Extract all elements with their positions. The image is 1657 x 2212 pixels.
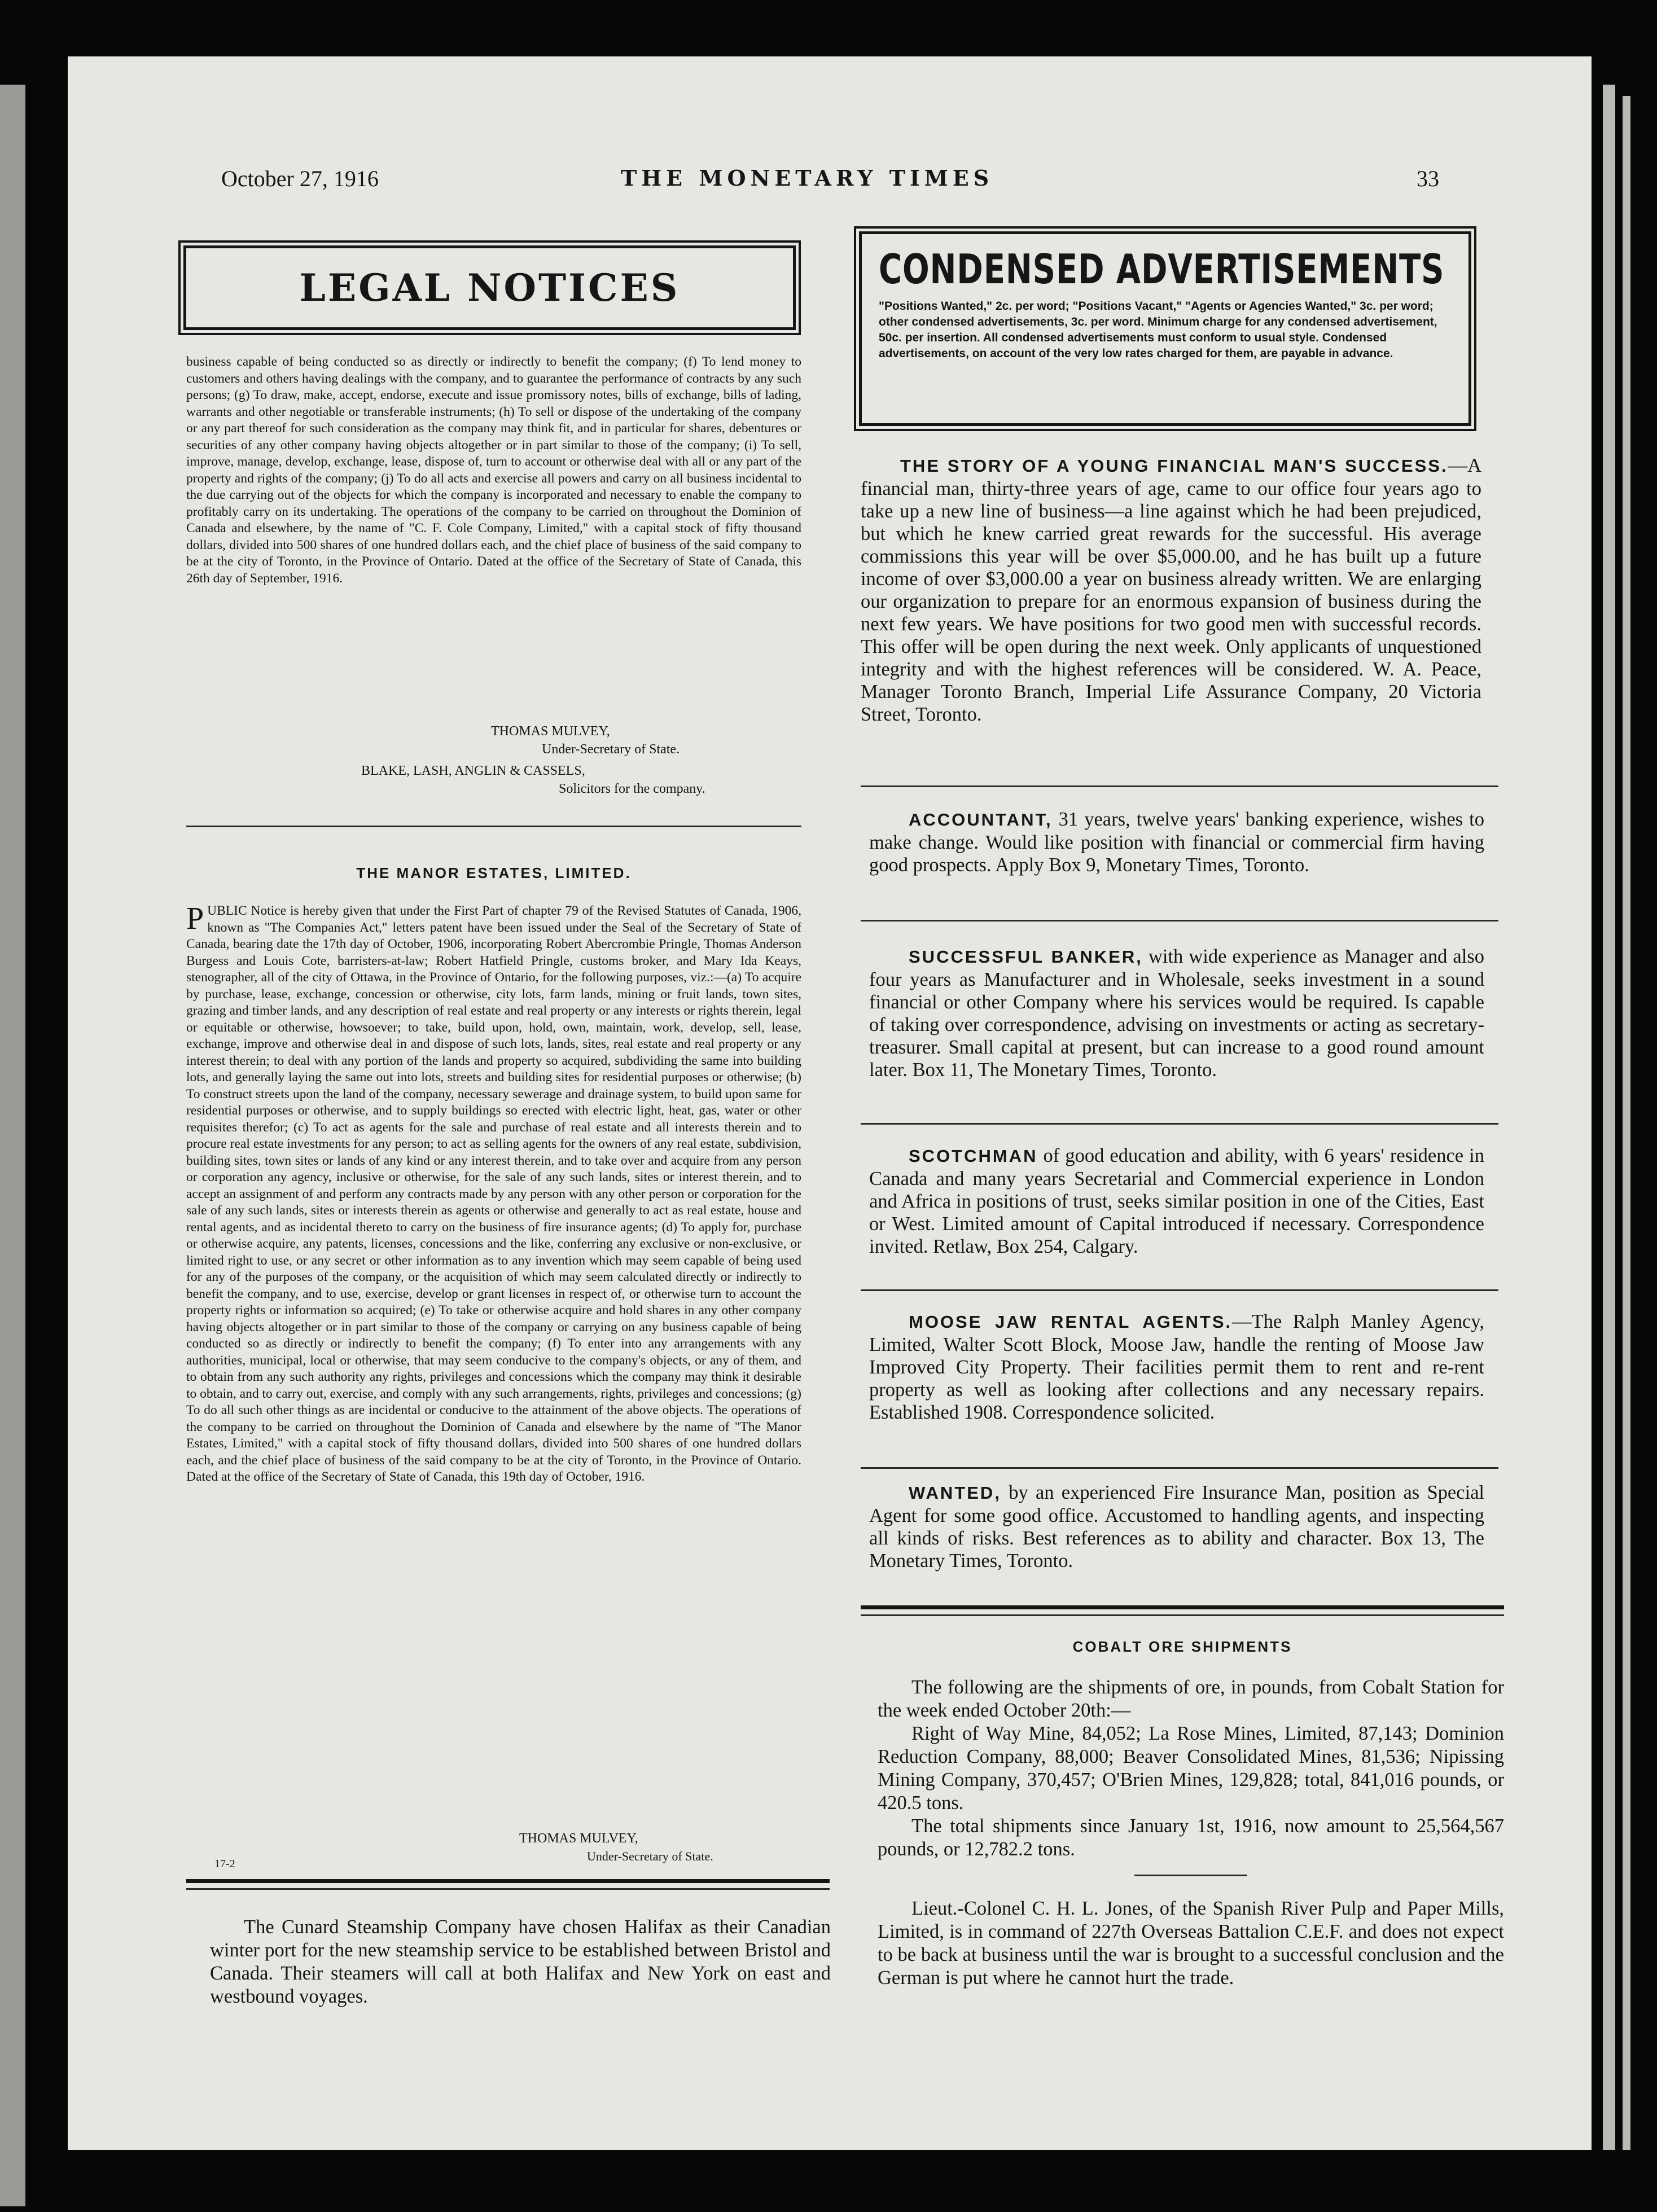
ad-keyword: THE STORY OF A YOUNG FINANCIAL MAN'S SUCCESS.	[900, 456, 1448, 476]
ad-text: —The Ralph Manley Agency, Limited, Walter Scott Block, Moose Jaw, handle the renting of Moose Jaw Improved City Property. Their facilities permit them to rent and re-rent property as well as looking after collections and any necessary repairs. Established 1908. Correspondence solicited.	[869, 1311, 1484, 1423]
ad-keyword: ACCOUNTANT,	[909, 810, 1053, 830]
manor-signature	[519, 1829, 801, 1866]
thin-divider	[186, 1888, 830, 1890]
cunard-paragraph: The Cunard Steamship Company have chosen Halifax as their Canadian winter port for the new steamship service to be established between Bristol and Canada. Their steamers will call at both Halifax and New York on east and westbound voyages.	[210, 1916, 831, 2007]
cobalt-total: The total shipments since January 1st, 1916, now amount to 25,564,567 pounds, or 12,782.2 tons.	[878, 1815, 1504, 1860]
solicitor-title: Solicitors for the company.	[559, 782, 705, 796]
notice-code: 17-2	[214, 1858, 235, 1870]
ad-text: of good education and ability, with 6 years' residence in Canada and many years Secretarial and Commercial experience in London and Africa in positions of trust, seeks similar position in one of the Cities, East or West. Limited amount of Capital introduced if necessary. Correspondence invited. Retlaw, Box 254, Calgary.	[869, 1145, 1484, 1257]
ad-text: with wide experience as Manager and also four years as Manufacturer and in Wholesale, seeks investment in a sound financial or other Company where his services would be required. Is capable of taking over correspondence, advising on investments or acting as secretary-treasurer. Small capital at present, but can increase to a good round amount later. Box 11, The Monetary Times, Toronto.	[869, 946, 1485, 1081]
condensed-ads-banner	[859, 231, 1471, 426]
header-title: THE MONETARY TIMES	[621, 165, 994, 191]
manor-estates-heading: THE MANOR ESTATES, LIMITED.	[356, 864, 632, 881]
short-divider	[1134, 1875, 1247, 1876]
ad-scotchman	[869, 1144, 1484, 1258]
heavy-divider	[186, 1879, 830, 1883]
ad-moose-jaw	[869, 1310, 1484, 1424]
page-edge-strip	[0, 85, 25, 2206]
header-date: October 27, 1916	[221, 166, 379, 191]
section-divider	[186, 826, 801, 827]
legal-notices-banner	[183, 245, 796, 330]
ad-young-financial-man	[861, 454, 1481, 726]
cole-signature	[491, 722, 801, 758]
cobalt-intro: The following are the shipments of ore, in pounds, from Cobalt Station for the week ended October 20th:—	[878, 1676, 1504, 1721]
cobalt-shipments: Right of Way Mine, 84,052; La Rose Mines, Limited, 87,143; Dominion Reduction Company, 88,000; Beaver Consolidated Mines, 81,536; Nipissing Mining Company, 370,457; O'Brien Mines, 129,828; total, 841,016 pounds, or 420.5 tons.	[878, 1723, 1504, 1814]
ad-keyword: SCOTCHMAN	[909, 1146, 1038, 1166]
thin-divider	[861, 1614, 1504, 1616]
cole-company-notice: business capable of being conducted so as directly or indirectly to benefit the company; (f) To lend money to customers and others having dealings with the company, and to guarantee the performance of contracts by any such persons; (g) To draw, make, accept, endorse, execute and issue promissory notes, bills of exchange, bills of lading, warrants and other negotiable or transferable instruments; (h) To sell or dispose of the undertaking of the company or any part thereof for such consideration as the company may think fit, and in particular for shares, debentures or securities of any other company having objects altogether or in part similar to those of the company; (i) To sell, improve, manage, develop, exchange, lease, dispose of, turn to account or otherwise deal with all or any part of the property and rights of the company; (j) To do all acts and exercise all powers and carry on all business incidental to the due carrying out of the objects for which the company is incorporated and necessary to enable the company to profitably carry on its undertaking. The operations of the company to be carried on throughout the Dominion of Canada and elsewhere, by the name of "C. F. Cole Company, Limited," with a capital stock of fifty thousand dollars, divided into 500 shares of one hundred dollars each, and the chief place of business of the said company to be at the city of Toronto, in the Province of Ontario. Dated at the office of the Secretary of State of Canada, this 26th day of September, 1916.	[186, 354, 801, 586]
ad-successful-banker	[869, 945, 1484, 1081]
signature-name: THOMAS MULVEY,	[491, 724, 610, 739]
solicitor-signature	[361, 762, 801, 798]
ad-keyword: SUCCESSFUL BANKER,	[909, 947, 1143, 967]
solicitor-name: BLAKE, LASH, ANGLIN & CASSELS,	[361, 763, 585, 778]
ad-wanted	[869, 1481, 1484, 1572]
page-edge-strip	[1603, 85, 1615, 2150]
manor-signature-name: THOMAS MULVEY,	[519, 1831, 638, 1846]
cobalt-heading: COBALT ORE SHIPMENTS	[1072, 1638, 1292, 1655]
ad-keyword: MOOSE JAW RENTAL AGENTS.	[909, 1312, 1233, 1332]
ad-text: by an experienced Fire Insurance Man, position as Special Agent for some good office. Accustomed to handling agents, and inspecting all kinds of risks. Best references as to ability and character. Box 13, The Monetary Times, Toronto.	[869, 1482, 1484, 1572]
ad-divider	[861, 1467, 1498, 1469]
header-page-number: 33	[1417, 166, 1439, 191]
signature-title: Under-Secretary of State.	[542, 742, 680, 757]
ad-text: —A financial man, thirty-three years of age, came to our office four years ago to take up a new line of business—a line against which he had been prejudiced, but which he knew carried great rewards for the successful. His average commissions this year will be over $5,000.00, and he has built up a future income of over $3,000.00 a year on business already written. We are enlarging our organization to prepare for an enormous expansion of business during the next few years. We have positions for two good men with successful records. This offer will be open during the next week. Only applicants of unquestioned integrity and with the highest references will be considered. W. A. Peace, Manager Toronto Branch, Imperial Life Assurance Company, 20 Victoria Street, Toronto.	[861, 455, 1481, 725]
manor-signature-title: Under-Secretary of State.	[587, 1849, 713, 1863]
page-edge-strip	[1623, 96, 1630, 2150]
cobalt-report	[878, 1676, 1504, 1861]
legal-notices-title: LEGAL NOTICES	[299, 266, 680, 310]
jones-paragraph: Lieut.-Colonel C. H. L. Jones, of the Spanish River Pulp and Paper Mills, Limited, is in command of 227th Overseas Battalion C.E.F. and does not expect to be back at business until the war is brought to a successful conclusion and the German is put where he cannot hurt the trade.	[878, 1898, 1504, 1989]
ad-divider	[861, 1123, 1498, 1125]
ad-text: 31 years, twelve years' banking experience, wishes to make change. Would like position with financial or commercial firm having good prospects. Apply Box 9, Monetary Times, Toronto.	[869, 809, 1484, 876]
condensed-ads-rates: "Positions Wanted," 2c. per word; "Positions Vacant," "Agents or Agencies Wanted," 3c. per word; other condensed advertisements, 3c. per word. Minimum charge for any condensed advertisement, 50c. per insertion. All condensed advertisements must conform to usual style. Condensed advertisements, on account of the very low rates charged for them, are payable in advance.	[879, 300, 1437, 360]
ad-divider	[861, 1289, 1498, 1291]
ad-keyword: WANTED,	[909, 1483, 1001, 1503]
ad-divider	[861, 785, 1498, 787]
ad-accountant	[869, 808, 1484, 876]
heavy-divider	[861, 1605, 1504, 1609]
condensed-ads-title: CONDENSED ADVERTISEMENTS	[879, 245, 1445, 293]
manor-estates-notice: PUBLIC Notice is hereby given that under the First Part of chapter 79 of the Revised Statutes of Canada, 1906, known as "The Companies Act," letters patent have been issued under the Seal of the Secretary of State of Canada, bearing date the 17th day of October, 1906, incorporating Robert Abercrombie Pringle, Thomas Anderson Burgess and Louis Cote, barristers-at-law; Robert Hatfield Pringle, customs broker, and Mary Ida Keays, stenographer, all of the city of Ottawa, in the Province of Ontario, for the following purposes, viz.:—(a) To acquire by purchase, lease, exchange, concession or otherwise, city lots, farm lands, mining or fruit lands, town sites, grazing and timber lands, and any description of real estate and real property or any interests or rights therein, legal or equitable or otherwise, howsoever; to take, build upon, hold, own, maintain, work, develop, sell, lease, exchange, improve and otherwise deal in and dispose of such lots, lands, sites, real estate and real property or any interest therein; to deal with any portion of the lands and property so acquired, subdividing the same into building lots, and generally laying the same out into lots, streets and building sites for residential purposes or otherwise; (b) To construct streets upon the land of the company, necessary sewerage and drainage system, to build upon same for residential purposes or otherwise, and to supply buildings so erected with electric light, heat, gas, water or other requisites therefor; (c) To act as agents for the sale and purchase of real estate and all interests therein and to procure real estate investments for any person; to act as selling agents for the owners of any real estate, subdivision, building sites, town sites or lands of any kind or any interest therein, and to take over and acquire from any person or corporation any agency, inclusive or otherwise, for the sale of any such lands, sites or interest therein, and to accept an assignment of and perform any contracts made by any person with any other person or corporation for the sale of any such lands, sites or interests therein as agents or otherwise and generally to act as real estate, house and rental agents, and as incidental thereto to carry on the business of fire insurance agents; (d) To apply for, purchase or otherwise acquire, any patents, licenses, concessions and the like, conferring any exclusive or non-exclusive, or limited right to use, or any secret or other information as to any invention which may seem capable of being used for any of the purposes of the company, or the acquisition of which may seem calculated directly or indirectly to benefit the company, and to use, exercise, develop or grant licenses in respect of, or otherwise turn to account the property rights or information so acquired; (e) To take or otherwise acquire and hold shares in any other company having objects altogether or in part similar to those of the company or carrying on any business capable of being conducted so as directly or indirectly to benefit the company; (f) To enter into any arrangements with any authorities, municipal, local or otherwise, that may seem conducive to the company's objects, or any of them, and to obtain from any such authority any rights, privileges and concessions which the company may think it desirable to obtain, and to carry out, exercise, and comply with any such arrangements, rights, privileges and concessions; (g) To do all such other things as are incidental or conducive to the attainment of the above objects. The operations of the company to be carried on throughout the Dominion of Canada and elsewhere by the name of "The Manor Estates, Limited," with a capital stock of fifty thousand dollars, divided into 500 shares of one hundred dollars each, and the chief place of business of the said company to be at the city of Toronto, in the Province of Ontario. Dated at the office of the Secretary of State of Canada, this 19th day of October, 1916.	[186, 901, 801, 1484]
ad-divider	[861, 920, 1498, 921]
